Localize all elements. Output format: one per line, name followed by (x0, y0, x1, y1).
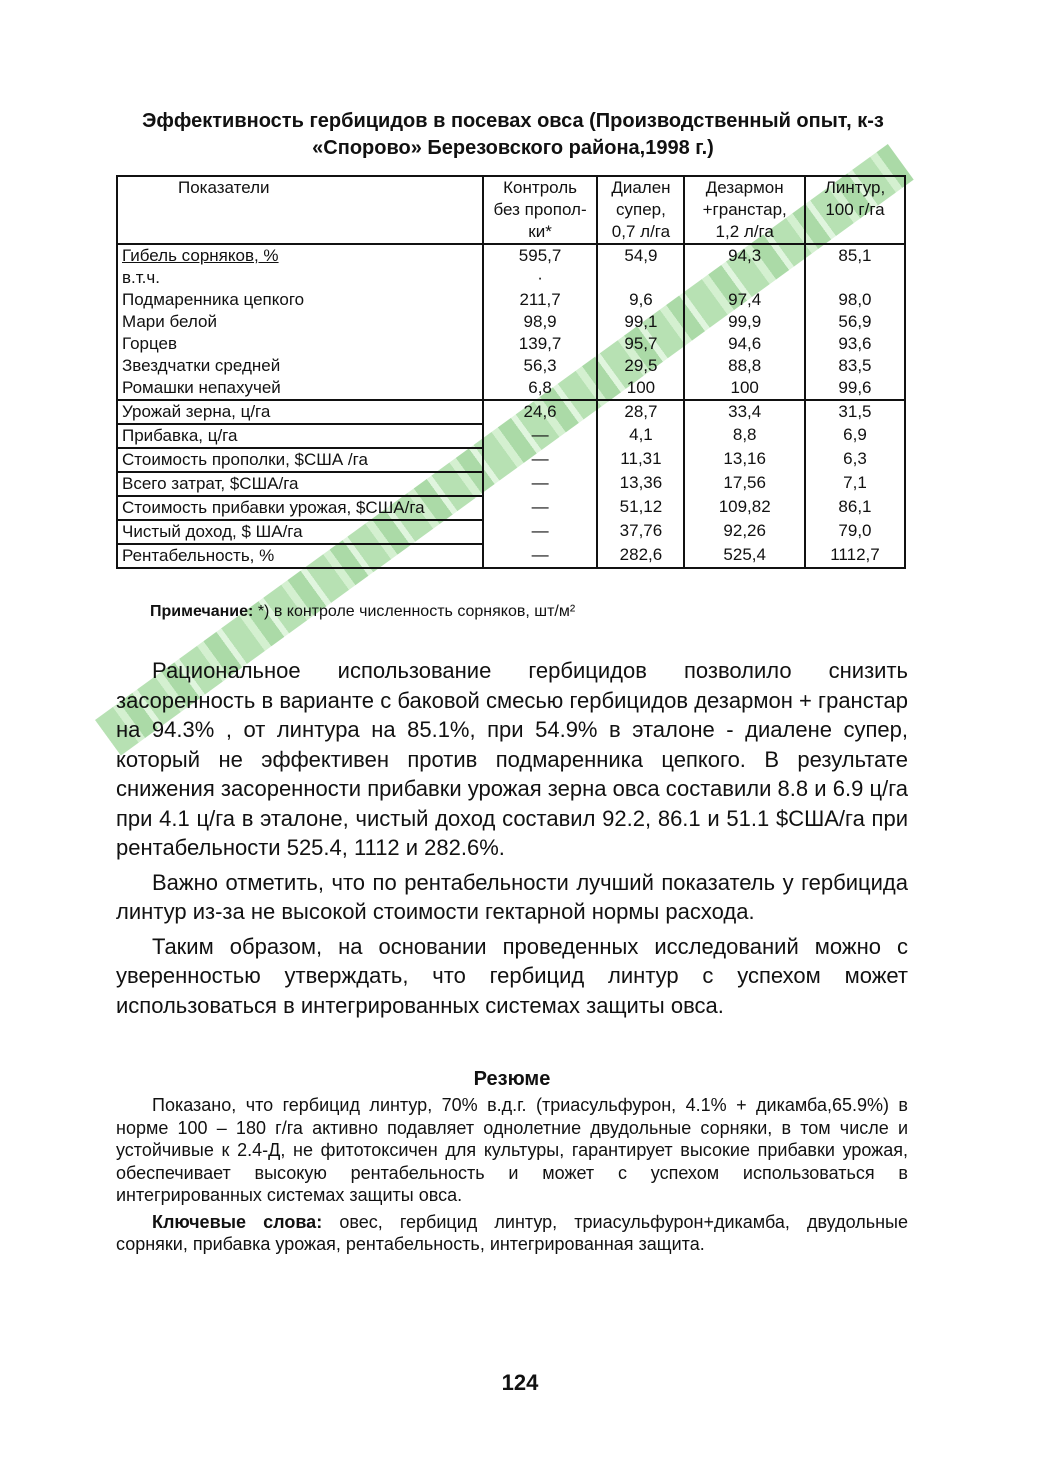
table-row (117, 400, 905, 424)
table-row (117, 311, 905, 333)
row-value: 11,31 (597, 448, 684, 472)
row-value: 31,5 (805, 400, 905, 424)
row-value: 6,8 (483, 377, 598, 400)
row-value: — (483, 472, 598, 496)
page-number: 124 (501, 1370, 539, 1395)
row-value: 1112,7 (805, 544, 905, 568)
row-value: — (483, 448, 598, 472)
row-value: — (483, 520, 598, 544)
row-value: 7,1 (805, 472, 905, 496)
row-label: Ромашки непахучей (117, 377, 483, 400)
row-value (597, 267, 684, 289)
paragraph: Важно отметить, что по рентабельности лучший показатель у гербицида линтур из-за не высокой стоимости гектарной нормы расхода. (116, 869, 908, 924)
row-value: 98,0 (805, 289, 905, 311)
row-value: 94,3 (684, 244, 805, 267)
row-value: 211,7 (483, 289, 598, 311)
row-value: 282,6 (597, 544, 684, 568)
table-row (117, 424, 905, 448)
row-value: 6,3 (805, 448, 905, 472)
row-value: 51,12 (597, 496, 684, 520)
row-value: 139,7 (483, 333, 598, 355)
row-value: 595,7 (483, 244, 598, 267)
row-value: 83,5 (805, 355, 905, 377)
table-title: Эффективность гербицидов в посевах овса (Производственный опыт, к-з «Спорово» Березовского района,1998 г.) (142, 110, 884, 159)
row-label: Гибель сорняков, % (117, 244, 483, 267)
note-label: Примечание: (150, 603, 254, 620)
keywords-paragraph (116, 1211, 908, 1256)
row-label: Мари белой (117, 311, 483, 333)
paragraph: Таким образом, на основании проведенных исследований можно с уверенностью утверждать, что гербицид линтур с успехом может использоваться в интегрированных системах защиты овса. (116, 933, 908, 1018)
row-value: 525,4 (684, 544, 805, 568)
keywords-text: овес, гербицид линтур, триасульфурон+дикамба, двудольные сорняки, прибавка урожая, рентабельность, интегрированная защита. (116, 1211, 908, 1254)
row-value: 97,4 (684, 289, 805, 311)
row-value: 24,6 (483, 400, 598, 424)
row-label: Всего затрат, $США/га (117, 472, 483, 496)
row-value: 33,4 (684, 400, 805, 424)
row-label: Урожай зерна, ц/га (117, 400, 483, 424)
row-value: 109,82 (684, 496, 805, 520)
row-value: 93,6 (805, 333, 905, 355)
table-row (117, 289, 905, 311)
row-label: Прибавка, ц/га (117, 424, 483, 448)
row-value: · (483, 267, 598, 289)
row-value: 37,76 (597, 520, 684, 544)
row-value: 99,6 (805, 377, 905, 400)
row-value: 92,26 (684, 520, 805, 544)
row-value (684, 267, 805, 289)
row-label: Чистый доход, $ ША/га (117, 520, 483, 544)
table-row (117, 472, 905, 496)
row-value: 100 (597, 377, 684, 400)
table-row (117, 544, 905, 568)
row-label: Стоимость прополки, $США /га (117, 448, 483, 472)
table-row (117, 496, 905, 520)
row-label: Рентабельность, % (117, 544, 483, 568)
table-note (150, 603, 575, 621)
row-value: — (483, 424, 598, 448)
header-lintur: Линтур, 100 г/га (805, 176, 905, 244)
row-label: Звездчатки средней (117, 355, 483, 377)
row-value: 85,1 (805, 244, 905, 267)
row-value: 98,9 (483, 311, 598, 333)
row-value: 28,7 (597, 400, 684, 424)
table-row (117, 333, 905, 355)
header-indicators: Показатели (117, 176, 483, 244)
row-value: 99,9 (684, 311, 805, 333)
keywords-label: Ключевые слова: (152, 1211, 323, 1232)
table-header-row (117, 176, 905, 244)
table-row (117, 520, 905, 544)
row-value: — (483, 544, 598, 568)
resume-text: Показано, что гербицид линтур, 70% в.д.г. (триасульфурон, 4.1% + дикамба,65.9%) в норме 100 – 180 г/га активно подавляет однолетние двудольные сорняки, в том числе и устойчивые к 2.4-Д, не фитотоксичен для культуры, гарантирует высокие прибавки урожая, обеспечивает высокую рентабельность и может с успехом использоваться в интегрированных системах защиты овса. (116, 1095, 908, 1205)
row-value: 13,36 (597, 472, 684, 496)
row-value: 6,9 (805, 424, 905, 448)
header-control: Контроль без пропол-ки* (483, 176, 598, 244)
row-value: 9,6 (597, 289, 684, 311)
row-value: 99,1 (597, 311, 684, 333)
row-value: 4,1 (597, 424, 684, 448)
row-label: Подмаренника цепкого (117, 289, 483, 311)
row-value: 56,9 (805, 311, 905, 333)
row-value: 17,56 (684, 472, 805, 496)
row-value: — (483, 496, 598, 520)
row-label: в.т.ч. (117, 267, 483, 289)
row-value: 8,8 (684, 424, 805, 448)
paragraph: Рациональное использование гербицидов позволило снизить засоренность в варианте с баковой смесью гербицидов дезармон + гранстар на 94.3% , от линтура на 85.1%, при 54.9% в эталоне - диалене супер, который не эффективен против подмаренника цепкого. В результате снижения засоренности прибавки урожая зерна овса составили 8.8 и 6.9 ц/га при 4.1 ц/га в эталоне, чистый доход составил 92.2, 86.1 и 51.1 $США/га при рентабельности 525.4, 1112 и 282.6%. (116, 658, 908, 860)
header-dezarmon: Дезармон +гранстар, 1,2 л/га (684, 176, 805, 244)
resume-heading: Резюме (473, 1068, 551, 1090)
main-text (116, 656, 908, 1025)
row-value: 54,9 (597, 244, 684, 267)
table-row (117, 244, 905, 267)
table-row (117, 267, 905, 289)
row-value (805, 267, 905, 289)
row-label: Горцев (117, 333, 483, 355)
table-row (117, 355, 905, 377)
row-label: Стоимость прибавки урожая, $США/га (117, 496, 483, 520)
herbicide-table (116, 175, 906, 569)
row-value: 100 (684, 377, 805, 400)
resume-section (116, 1094, 908, 1260)
row-value: 79,0 (805, 520, 905, 544)
header-dialen: Диален супер, 0,7 л/га (597, 176, 684, 244)
note-text: *) в контроле численность сорняков, шт/м² (257, 603, 576, 620)
row-value: 88,8 (684, 355, 805, 377)
row-value: 13,16 (684, 448, 805, 472)
row-value: 95,7 (597, 333, 684, 355)
table-row (117, 448, 905, 472)
row-value: 94,6 (684, 333, 805, 355)
row-value: 29,5 (597, 355, 684, 377)
row-value: 56,3 (483, 355, 598, 377)
row-value: 86,1 (805, 496, 905, 520)
table-row (117, 377, 905, 400)
